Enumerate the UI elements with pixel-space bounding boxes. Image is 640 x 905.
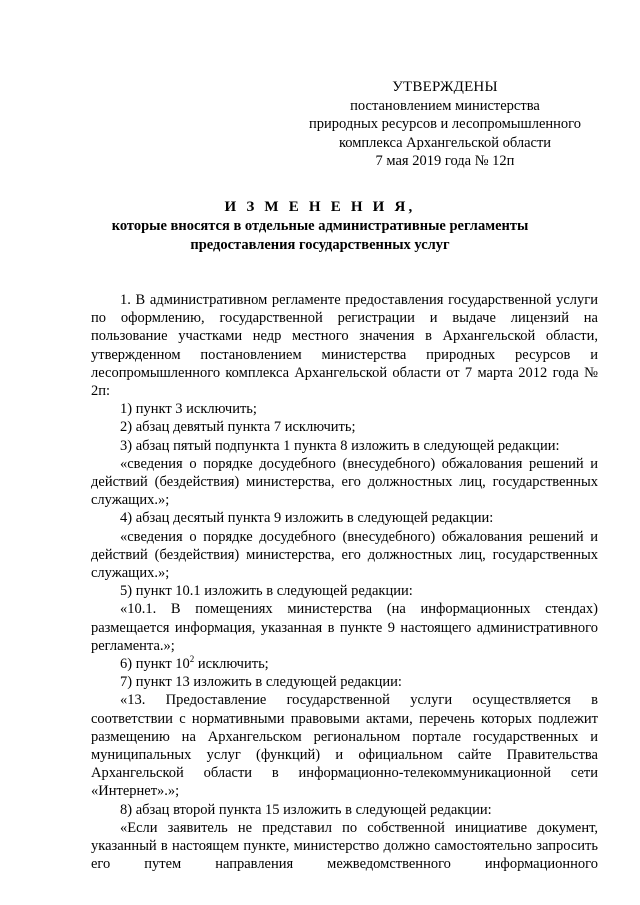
approval-line: природных ресурсов и лесопромышленного bbox=[308, 116, 581, 132]
paragraph: «13. Предоставление государственной услуги осуществляется в соответствии с нормативными правовыми актами, перечень которых подлежит размещению на Архангельском региональном портале государственных и муниципальных услуг (функций) и официальном сайте Правительства Архангельской области в информационно-телекоммуникационной сети «Интернет».»; bbox=[91, 692, 598, 800]
paragraph: 1. В административном регламенте предоставления государственной услуги по оформлению, государственной регистрации и выдаче лицензий на пользование участками недр местного значения в Архангельской области, утвержденном постановлением министерства природных ресурсов и лесопромышленного комплекса Архангельской области от 7 марта 2012 года № 2п: bbox=[91, 292, 598, 400]
document-title: И З М Е Н Е Н И Я, bbox=[224, 199, 416, 215]
document-subtitle-line: которые вносятся в отдельные административные регламенты bbox=[111, 218, 529, 234]
approval-title: УТВЕРЖДЕНЫ bbox=[392, 79, 498, 95]
document-subtitle-line: предоставления государственных услуг bbox=[190, 237, 450, 253]
paragraph: 8) абзац второй пункта 15 изложить в следующей редакции: bbox=[120, 801, 492, 818]
approval-date: 7 мая 2019 года № 12п bbox=[375, 153, 515, 169]
paragraph: 4) абзац десятый пункта 9 изложить в следующей редакции: bbox=[120, 510, 494, 527]
superscript: 2 bbox=[189, 654, 195, 665]
paragraph: 1) пункт 3 исключить; bbox=[120, 401, 257, 418]
paragraph: 3) абзац пятый подпункта 1 пункта 8 изложить в следующей редакции: bbox=[120, 437, 560, 454]
document-heading bbox=[60, 198, 580, 255]
paragraph: 5) пункт 10.1 изложить в следующей редакции: bbox=[120, 583, 413, 600]
paragraph bbox=[91, 655, 598, 673]
paragraph: «сведения о порядке досудебного (внесудебного) обжалования решений и действий (бездействия) министерства, его должностных лиц, государственных служащих.»; bbox=[91, 528, 598, 582]
paragraph: «10.1. В помещениях министерства (на информационных стендах) размещается информация, указанная в пункте 9 настоящего административного регламента.»; bbox=[91, 601, 598, 654]
paragraph-text: исключить; bbox=[194, 656, 269, 673]
paragraph: 2) абзац девятый пункта 7 исключить; bbox=[120, 419, 356, 436]
document-body bbox=[91, 291, 598, 874]
paragraph: 7) пункт 13 изложить в следующей редакции: bbox=[120, 674, 402, 691]
approval-line: комплекса Архангельской области bbox=[338, 134, 552, 151]
paragraph-text: 6) пункт 10 bbox=[120, 656, 190, 673]
paragraph: «сведения о порядке досудебного (внесудебного) обжалования решений и действий (бездействия) министерства, его должностных лиц, государственных служащих.»; bbox=[91, 455, 598, 509]
paragraph: «Если заявитель не представил по собственной инициативе документ, указанный в настоящем пункте, министерство должно самостоятельно запросить его путем направления межведомственного информационного bbox=[91, 819, 598, 873]
approval-stamp bbox=[290, 78, 600, 171]
approval-line: постановлением министерства bbox=[350, 97, 540, 114]
